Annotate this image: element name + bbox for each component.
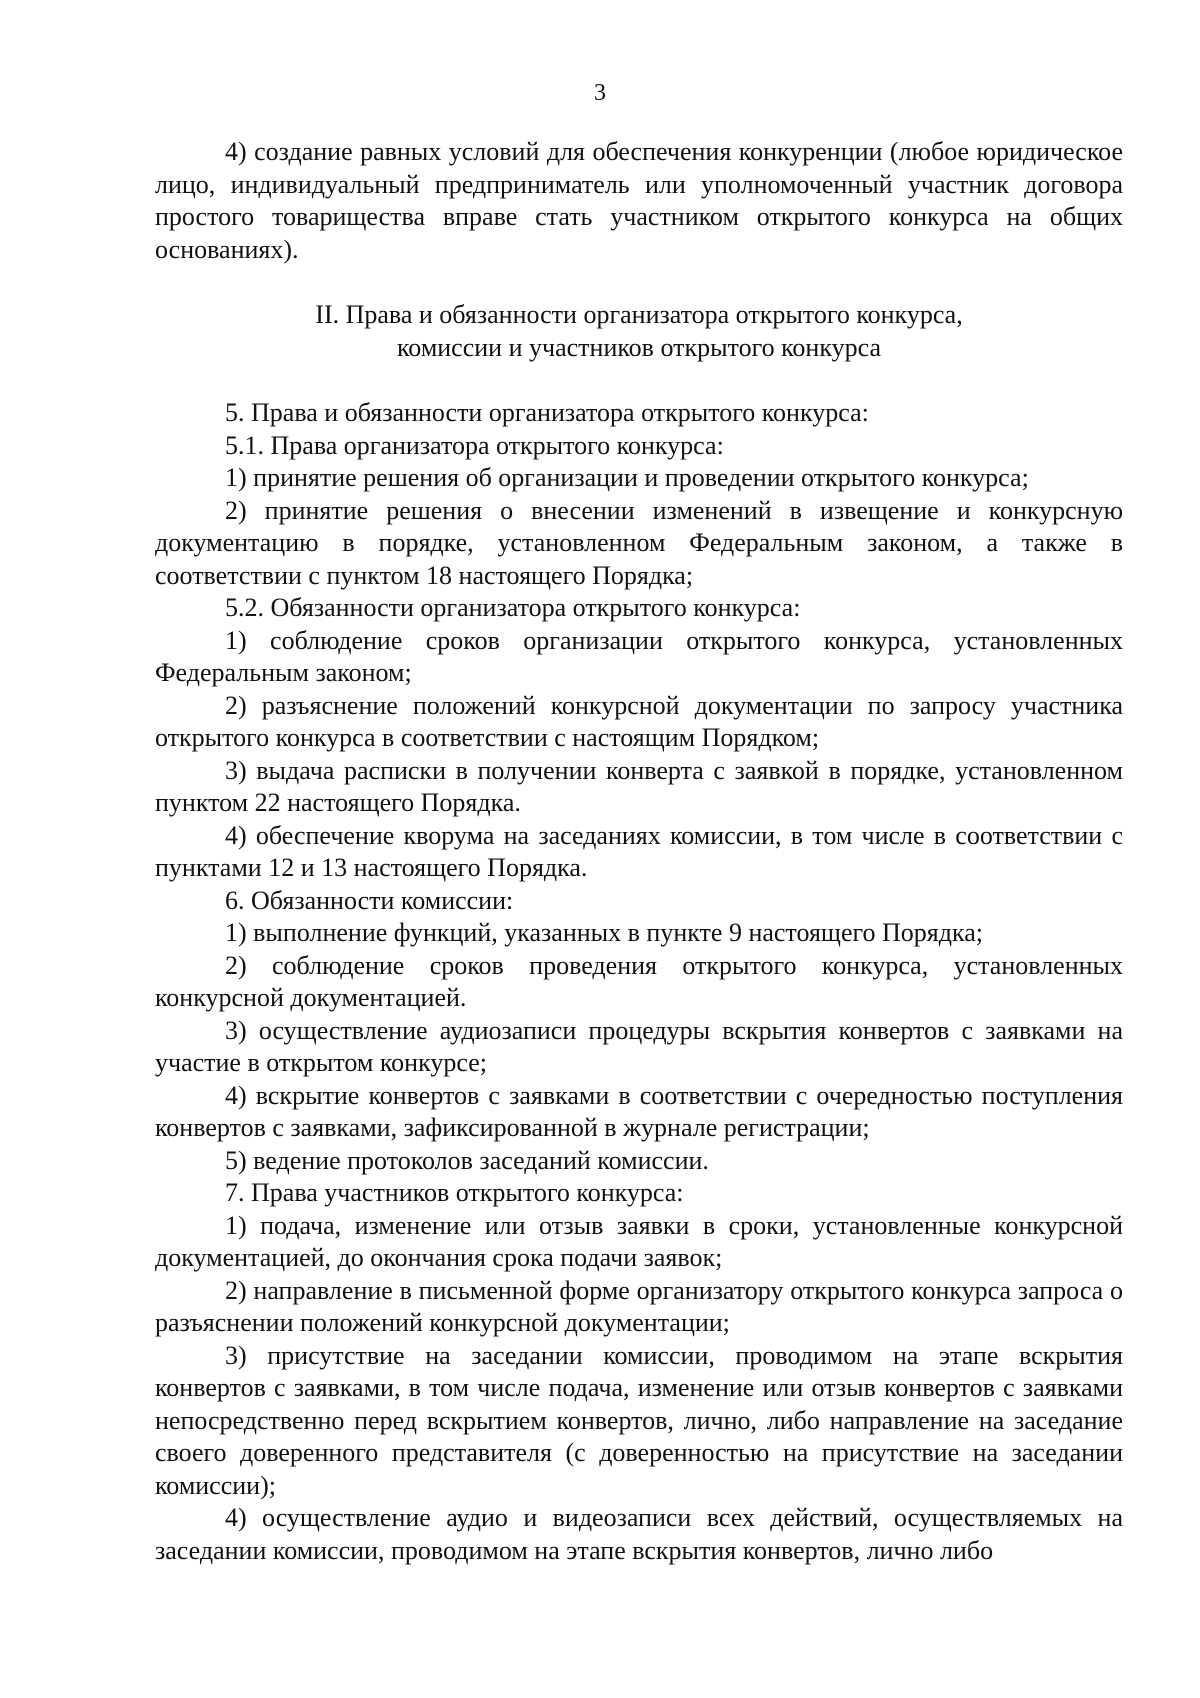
paragraph: 1) соблюдение сроков организации открытого конкурса, установленных Федеральным законом;	[155, 625, 1123, 687]
paragraph: 5.1. Права организатора открытого конкурса:	[225, 430, 724, 460]
paragraph: 2) соблюдение сроков проведения открытого конкурса, установленных конкурсной документацией.	[155, 950, 1123, 1012]
paragraph: 4) создание равных условий для обеспечения конкуренции (любое юридическое лицо, индивидуальный предприниматель или уполномоченный участник договора простого товарищества вправе стать участником открытого конкурса на общих основаниях).	[155, 137, 1123, 264]
section-heading	[155, 299, 1123, 364]
paragraph: 5. Права и обязанности организатора открытого конкурса:	[225, 398, 869, 427]
paragraph: 1) подача, изменение или отзыв заявки в сроки, установленные конкурсной документацией, до окончания срока подачи заявок;	[155, 1210, 1123, 1272]
section-heading-line: II. Права и обязанности организатора открытого конкурса,	[315, 300, 963, 329]
document-body	[155, 136, 1123, 1567]
paragraph: 3) присутствие на заседании комиссии, проводимом на этапе вскрытия конвертов с заявками, в том числе подача, изменение или отзыв конвертов с заявками непосредственно перед вскрытием конвертов, лично, либо направление на заседание своего доверенного представителя (с доверенностью на присутствие на заседании комиссии);	[155, 1340, 1123, 1500]
paragraph: 3) выдача расписки в получении конверта с заявкой в порядке, установленном пунктом 22 настоящего Порядка.	[155, 755, 1123, 817]
paragraph: 1) принятие решения об организации и проведении открытого конкурса;	[225, 463, 1029, 492]
paragraph: 7. Права участников открытого конкурса:	[225, 1178, 684, 1207]
page-number: 3	[594, 80, 606, 106]
paragraph: 4) вскрытие конвертов с заявками в соответствии с очередностью поступления конвертов с заявками, зафиксированной в журнале регистрации;	[155, 1080, 1123, 1142]
paragraph: 5.2. Обязанности организатора открытого конкурса:	[225, 593, 801, 622]
paragraph: 1) выполнение функций, указанных в пункте 9 настоящего Порядка;	[225, 918, 983, 947]
section-heading-line: комиссии и участников открытого конкурса	[397, 332, 881, 362]
paragraph: 4) осуществление аудио и видеозаписи всех действий, осуществляемых на заседании комиссии, проводимом на этапе вскрытия конвертов, лично либо	[155, 1503, 1123, 1565]
paragraph: 2) направление в письменной форме организатору открытого конкурса запроса о разъяснении положений конкурсной документации;	[155, 1275, 1123, 1337]
paragraph: 6. Обязанности комиссии:	[225, 885, 514, 915]
paragraph: 2) разъяснение положений конкурсной документации по запросу участника открытого конкурса в соответствии с настоящим Порядком;	[155, 690, 1123, 752]
paragraph: 3) осуществление аудиозаписи процедуры вскрытия конвертов с заявками на участие в открытом конкурсе;	[155, 1015, 1123, 1077]
paragraph: 5) ведение протоколов заседаний комиссии.	[225, 1145, 709, 1175]
paragraph: 4) обеспечение кворума на заседаниях комиссии, в том числе в соответствии с пунктами 12 и 13 настоящего Порядка.	[155, 820, 1123, 882]
paragraph: 2) принятие решения о внесении изменений в извещение и конкурсную документацию в порядке, установленном Федеральным законом, а также в соответствии с пунктом 18 настоящего Порядка;	[155, 495, 1123, 590]
